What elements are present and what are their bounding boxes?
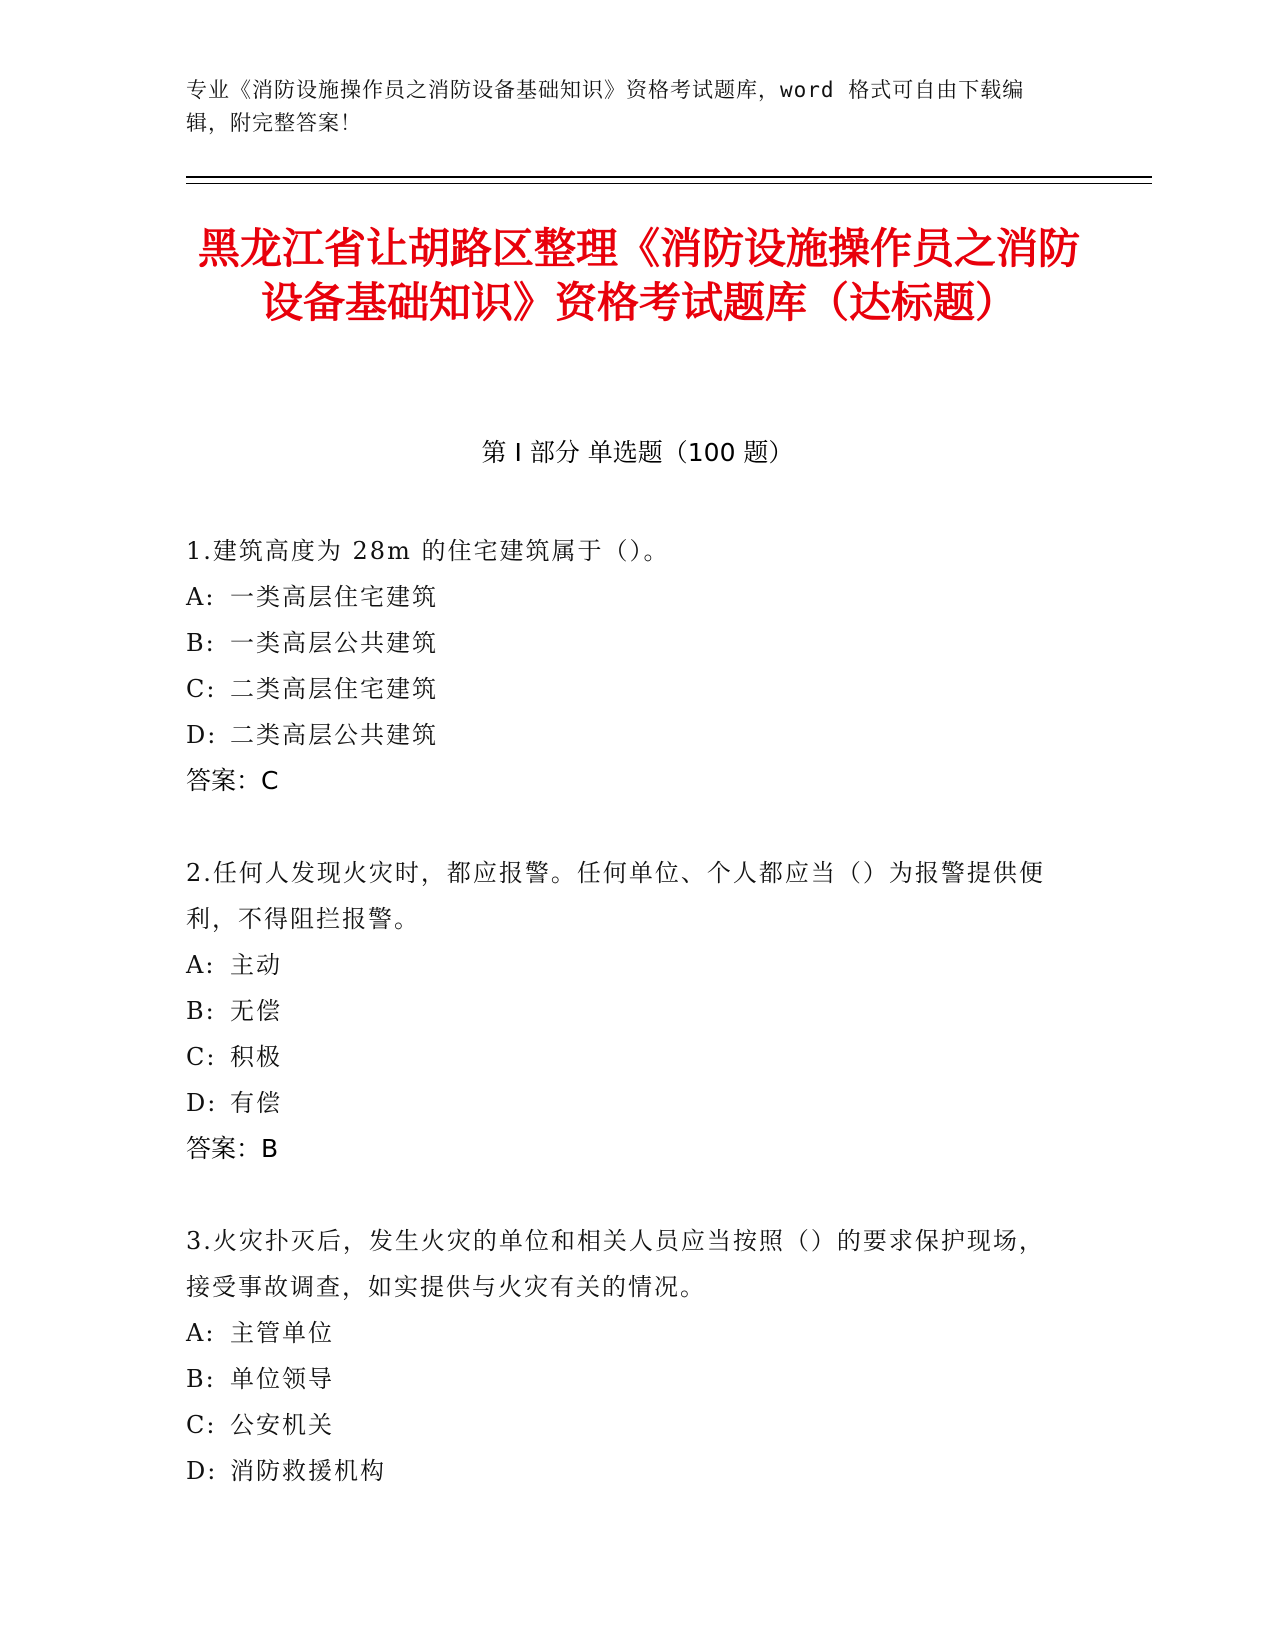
option-letter: B: bbox=[186, 629, 216, 657]
option-d bbox=[186, 712, 1066, 758]
option-text: 主动 bbox=[230, 951, 282, 979]
option-letter: A: bbox=[186, 1319, 216, 1347]
question-item bbox=[186, 1218, 1066, 1494]
option-letter: D: bbox=[186, 1089, 218, 1117]
option-letter: D: bbox=[186, 1457, 218, 1485]
option-letter: C: bbox=[186, 1411, 217, 1439]
header-note: 专业《消防设施操作员之消防设备基础知识》资格考试题库，word 格式可自由下载编辑，附完整答案！ bbox=[186, 78, 1025, 135]
question-item bbox=[186, 850, 1066, 1172]
option-c bbox=[186, 1034, 1066, 1080]
section-heading: 第 I 部分 单选题（100 题） bbox=[481, 438, 794, 467]
option-c bbox=[186, 666, 1066, 712]
option-text: 单位领导 bbox=[230, 1365, 334, 1393]
option-text: 二类高层公共建筑 bbox=[230, 721, 438, 749]
answer-line: 答案：C bbox=[186, 766, 279, 795]
header-rule-thick bbox=[186, 176, 1152, 178]
option-text: 二类高层住宅建筑 bbox=[230, 675, 438, 703]
option-b bbox=[186, 620, 1066, 666]
header-rule-thin bbox=[186, 183, 1152, 184]
answer-line: 答案：B bbox=[186, 1134, 279, 1163]
option-c bbox=[186, 1402, 1066, 1448]
option-d bbox=[186, 1448, 1066, 1494]
option-a bbox=[186, 1310, 1066, 1356]
option-text: 无偿 bbox=[230, 997, 282, 1025]
option-text: 消防救援机构 bbox=[230, 1457, 386, 1485]
option-d bbox=[186, 1080, 1066, 1126]
option-letter: A: bbox=[186, 951, 216, 979]
option-letter: C: bbox=[186, 675, 217, 703]
option-a bbox=[186, 942, 1066, 988]
option-text: 主管单位 bbox=[230, 1319, 334, 1347]
option-text: 一类高层住宅建筑 bbox=[230, 583, 438, 611]
option-text: 积极 bbox=[230, 1043, 282, 1071]
document-title: 黑龙江省让胡路区整理《消防设施操作员之消防设备基础知识》资格考试题库（达标题） bbox=[197, 224, 1080, 327]
question-stem: 2.任何人发现火灾时，都应报警。任何单位、个人都应当（）为报警提供便利，不得阻拦报警。 bbox=[186, 859, 1045, 933]
option-letter: B: bbox=[186, 1365, 216, 1393]
question-list bbox=[186, 528, 1066, 1540]
question-stem: 1.建筑高度为 28m 的住宅建筑属于（）。 bbox=[186, 537, 670, 565]
question-stem: 3.火灾扑灭后，发生火灾的单位和相关人员应当按照（）的要求保护现场，接受事故调查，如实提供与火灾有关的情况。 bbox=[186, 1227, 1045, 1301]
option-letter: C: bbox=[186, 1043, 217, 1071]
option-letter: D: bbox=[186, 721, 218, 749]
option-text: 公安机关 bbox=[230, 1411, 334, 1439]
option-letter: A: bbox=[186, 583, 216, 611]
option-text: 一类高层公共建筑 bbox=[230, 629, 438, 657]
option-letter: B: bbox=[186, 997, 216, 1025]
question-item bbox=[186, 528, 1066, 804]
option-a bbox=[186, 574, 1066, 620]
option-b bbox=[186, 1356, 1066, 1402]
option-text: 有偿 bbox=[230, 1089, 282, 1117]
option-b bbox=[186, 988, 1066, 1034]
